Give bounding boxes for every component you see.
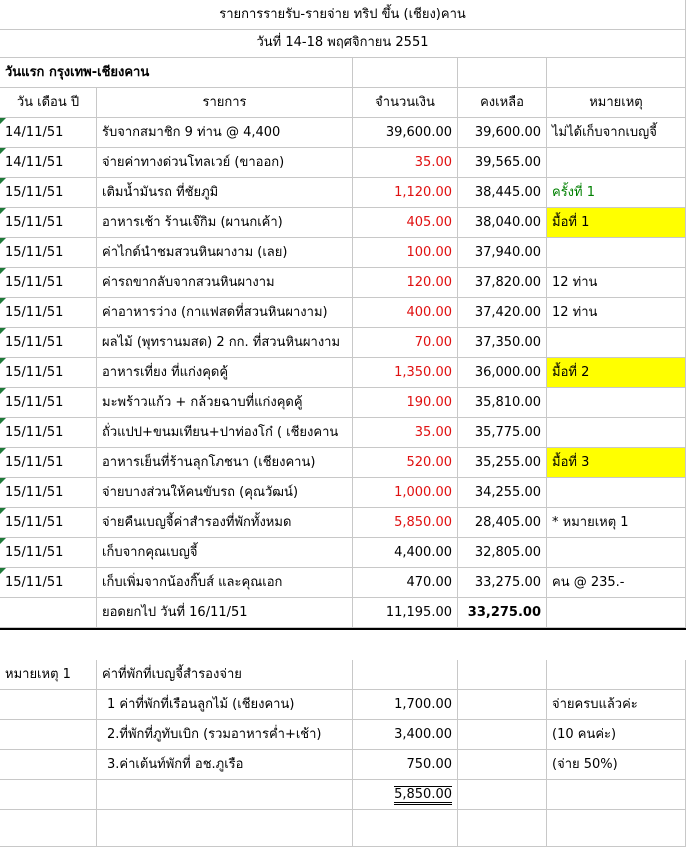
balance-cell-text: 32,805.00: [474, 545, 541, 560]
empty-cell[interactable]: [547, 810, 686, 847]
note-heading: ค่าที่พักที่เบญจี้สำรองจ่าย: [102, 667, 242, 682]
note-cell-text: มื้อที่ 2: [552, 365, 590, 380]
empty-cell[interactable]: [0, 750, 97, 780]
item-cell[interactable]: [97, 388, 353, 418]
item-cell[interactable]: [97, 418, 353, 448]
table-row: [0, 478, 686, 508]
date-cell-text: 15/11/51: [5, 515, 64, 530]
note-cell[interactable]: [547, 448, 686, 478]
item-cell[interactable]: [97, 208, 353, 238]
amount-cell[interactable]: [353, 178, 458, 208]
empty-cell[interactable]: [458, 810, 547, 847]
note-cell-text: มื้อที่ 1: [552, 215, 590, 230]
balance-cell-text: 38,445.00: [474, 185, 541, 200]
note-amount-cell[interactable]: [353, 750, 458, 780]
header-balance[interactable]: คงเหลือ: [458, 88, 547, 118]
date-cell[interactable]: [0, 508, 97, 538]
amount-cell[interactable]: [353, 538, 458, 568]
amount-cell[interactable]: [353, 388, 458, 418]
table-row: [0, 208, 686, 238]
carry-forward-amount: 11,195.00: [385, 605, 452, 620]
item-cell[interactable]: [97, 238, 353, 268]
cell-comment-marker: [0, 328, 6, 334]
balance-cell-text: 39,565.00: [474, 155, 541, 170]
amount-cell-text: 35.00: [414, 425, 452, 440]
date-cell[interactable]: [0, 328, 97, 358]
carry-forward-label-cell[interactable]: [97, 598, 353, 628]
date-cell-text: 15/11/51: [5, 575, 64, 590]
table-row: [0, 568, 686, 598]
empty-cell[interactable]: [97, 810, 353, 847]
note-item-cell-text: 3.ค่าเต้นท์พักที่ อช.ภูเรือ: [107, 757, 244, 772]
date-cell[interactable]: [0, 418, 97, 448]
balance-cell[interactable]: [458, 208, 547, 238]
balance-cell[interactable]: [458, 448, 547, 478]
empty-cell[interactable]: [0, 720, 97, 750]
cell-comment-marker: [0, 208, 6, 214]
balance-cell[interactable]: [458, 538, 547, 568]
table-row: [0, 298, 686, 328]
amount-cell[interactable]: [353, 298, 458, 328]
note-item-cell[interactable]: [97, 690, 353, 720]
note-cell-text: ครั้งที่ 1: [552, 185, 595, 200]
item-cell[interactable]: [97, 448, 353, 478]
note-cell[interactable]: [547, 358, 686, 388]
note-cell[interactable]: [547, 178, 686, 208]
note-remark-cell-text: (10 คนค่ะ): [552, 727, 617, 742]
note-amount-cell-text: 750.00: [406, 757, 452, 772]
date-cell[interactable]: [0, 358, 97, 388]
item-cell-text: มะพร้าวแก้ว + กล้วยฉาบที่แก่งคุดคู้: [102, 395, 303, 410]
amount-cell-text: 1,000.00: [394, 485, 452, 500]
carry-forward-amount-cell[interactable]: [353, 598, 458, 628]
cell-comment-marker: [0, 178, 6, 184]
note-cell[interactable]: [547, 568, 686, 598]
amount-cell[interactable]: [353, 268, 458, 298]
balance-cell-text: 37,940.00: [474, 245, 541, 260]
date-cell-text: 15/11/51: [5, 215, 64, 230]
amount-cell[interactable]: [353, 418, 458, 448]
empty-cell[interactable]: [458, 750, 547, 780]
date-range-cell[interactable]: [0, 28, 686, 58]
note-remark-cell-text: จ่ายครบแล้วค่ะ: [552, 697, 638, 712]
balance-cell[interactable]: [458, 298, 547, 328]
note-cell[interactable]: [547, 328, 686, 358]
amount-cell[interactable]: [353, 238, 458, 268]
amount-cell-text: 190.00: [406, 395, 452, 410]
empty-cell[interactable]: [547, 598, 686, 628]
empty-cell[interactable]: [353, 810, 458, 847]
date-cell[interactable]: [0, 478, 97, 508]
empty-cell[interactable]: [353, 58, 458, 88]
cell-comment-marker: [0, 448, 6, 454]
balance-cell[interactable]: [458, 238, 547, 268]
amount-cell-text: 100.00: [406, 245, 452, 260]
table-row: [0, 118, 686, 148]
date-cell[interactable]: [0, 298, 97, 328]
item-cell-text: อาหารเช้า ร้านเจ๊กิม (ผานกเค้า): [102, 215, 283, 230]
item-cell[interactable]: [97, 568, 353, 598]
item-cell[interactable]: [97, 148, 353, 178]
amount-cell-text: 1,350.00: [394, 365, 452, 380]
cell-comment-marker: [0, 508, 6, 514]
date-cell[interactable]: [0, 388, 97, 418]
amount-cell-text: 39,600.00: [385, 125, 452, 140]
empty-cell[interactable]: [458, 660, 547, 690]
balance-cell-text: 35,775.00: [474, 425, 541, 440]
note-cell[interactable]: [547, 388, 686, 418]
amount-cell[interactable]: [353, 508, 458, 538]
empty-cell[interactable]: [0, 598, 97, 628]
note-cell[interactable]: [547, 508, 686, 538]
item-cell-text: อาหารเย็นที่ร้านลุกโภชนา (เชียงคาน): [102, 455, 316, 470]
balance-cell[interactable]: [458, 388, 547, 418]
table-row: [0, 328, 686, 358]
empty-cell[interactable]: [547, 660, 686, 690]
amount-cell-text: 120.00: [406, 275, 452, 290]
balance-cell-text: 37,820.00: [474, 275, 541, 290]
date-range: วันที่ 14-18 พฤศจิกายน 2551: [256, 35, 429, 50]
amount-cell[interactable]: [353, 478, 458, 508]
note-cell-text: 12 ท่าน: [552, 275, 598, 290]
header-note[interactable]: หมายเหตุ: [547, 88, 686, 118]
cell-comment-marker: [0, 298, 6, 304]
balance-cell-text: 35,810.00: [474, 395, 541, 410]
balance-cell[interactable]: [458, 568, 547, 598]
note-cell-text: ไม่ได้เก็บจากเบญจี้: [552, 125, 657, 140]
cell-comment-marker: [0, 238, 6, 244]
sheet-title-cell[interactable]: [0, 0, 686, 30]
note-item-cell[interactable]: [97, 720, 353, 750]
item-cell[interactable]: [97, 268, 353, 298]
date-cell[interactable]: [0, 178, 97, 208]
item-cell-text: จ่ายบางส่วนให้คนขับรถ (คุณวัฒน์): [102, 485, 299, 500]
item-cell-text: ค่ารถขากลับจากสวนหินผางาม: [102, 275, 275, 290]
date-cell-text: 15/11/51: [5, 275, 64, 290]
amount-cell[interactable]: [353, 448, 458, 478]
item-cell-text: รับจากสมาชิก 9 ท่าน @ 4,400: [102, 125, 281, 140]
table-row: [0, 418, 686, 448]
item-cell-text: จ่ายคืนเบญจี้ค่าสำรองที่พักทั้งหมด: [102, 515, 292, 530]
empty-cell[interactable]: [458, 690, 547, 720]
date-cell[interactable]: [0, 148, 97, 178]
amount-cell[interactable]: [353, 148, 458, 178]
amount-cell[interactable]: [353, 358, 458, 388]
table-row: [0, 538, 686, 568]
empty-cell[interactable]: [97, 780, 353, 810]
date-cell-text: 15/11/51: [5, 185, 64, 200]
date-cell-text: 14/11/51: [5, 125, 64, 140]
balance-cell-text: 37,350.00: [474, 335, 541, 350]
date-cell-text: 15/11/51: [5, 335, 64, 350]
amount-cell[interactable]: [353, 568, 458, 598]
date-cell[interactable]: [0, 538, 97, 568]
carry-forward-balance: 33,275.00: [467, 605, 541, 620]
sheet-title: รายการรายรับ-รายจ่าย ทริป ขึ้น (เชียง)คาน: [219, 7, 466, 22]
amount-cell[interactable]: [353, 118, 458, 148]
note-cell-text: มื้อที่ 3: [552, 455, 590, 470]
note-total: 5,850.00: [394, 786, 452, 805]
balance-cell[interactable]: [458, 418, 547, 448]
note-item-cell[interactable]: [97, 750, 353, 780]
date-cell-text: 14/11/51: [5, 155, 64, 170]
note-remark-cell-text: (จ่าย 50%): [552, 757, 618, 772]
cell-comment-marker: [0, 568, 6, 574]
amount-cell-text: 1,120.00: [394, 185, 452, 200]
empty-cell[interactable]: [458, 58, 547, 88]
note-cell[interactable]: [547, 478, 686, 508]
table-row: [0, 178, 686, 208]
carry-forward-label: ยอดยกไป วันที่ 16/11/51: [102, 605, 248, 620]
date-cell-text: 15/11/51: [5, 305, 64, 320]
balance-cell[interactable]: [458, 148, 547, 178]
note-cell[interactable]: [547, 418, 686, 448]
note-cell[interactable]: [547, 118, 686, 148]
date-cell[interactable]: [0, 208, 97, 238]
note-row: [0, 750, 686, 780]
item-cell-text: อาหารเที่ยง ที่แก่งคุดคู้: [102, 365, 229, 380]
item-cell[interactable]: [97, 328, 353, 358]
date-cell-text: 15/11/51: [5, 395, 64, 410]
amount-cell-text: 35.00: [414, 155, 452, 170]
note-cell[interactable]: [547, 268, 686, 298]
note-amount-cell[interactable]: [353, 720, 458, 750]
balance-cell-text: 33,275.00: [474, 575, 541, 590]
note-amount-cell-text: 3,400.00: [394, 727, 452, 742]
amount-cell-text: 470.00: [406, 575, 452, 590]
amount-cell[interactable]: [353, 208, 458, 238]
balance-cell[interactable]: [458, 268, 547, 298]
note-cell-text: คน @ 235.-: [552, 575, 625, 590]
note-cell[interactable]: [547, 238, 686, 268]
balance-cell[interactable]: [458, 178, 547, 208]
item-cell-text: เก็บจากคุณเบญจี้: [102, 545, 198, 560]
date-cell-text: 15/11/51: [5, 455, 64, 470]
note-remark-cell[interactable]: [547, 750, 686, 780]
date-cell-text: 15/11/51: [5, 365, 64, 380]
header-date[interactable]: วัน เดือน ปี: [0, 88, 97, 118]
amount-cell[interactable]: [353, 328, 458, 358]
empty-cell[interactable]: [458, 720, 547, 750]
note-cell-text: * หมายเหตุ 1: [552, 515, 629, 530]
date-cell[interactable]: [0, 268, 97, 298]
note-row: [0, 690, 686, 720]
balance-cell[interactable]: [458, 328, 547, 358]
note-remark-cell[interactable]: [547, 720, 686, 750]
day-heading-cell[interactable]: [0, 58, 353, 88]
balance-cell-text: 39,600.00: [474, 125, 541, 140]
note-remark-cell[interactable]: [547, 690, 686, 720]
balance-cell-text: 28,405.00: [474, 515, 541, 530]
note-heading-cell[interactable]: [97, 660, 353, 690]
day-heading: วันแรก กรุงเทพ-เชียงคาน: [5, 65, 150, 80]
table-row: [0, 358, 686, 388]
cell-comment-marker: [0, 388, 6, 394]
cell-comment-marker: [0, 358, 6, 364]
table-row: [0, 148, 686, 178]
empty-cell[interactable]: [353, 660, 458, 690]
cell-comment-marker: [0, 148, 6, 154]
item-cell-text: ค่าอาหารว่าง (กาแฟสดที่สวนหินผางาม): [102, 305, 328, 320]
item-cell-text: ผลไม้ (พุทรานมสด) 2 กก. ที่สวนหินผางาม: [102, 335, 341, 350]
item-cell-text: ถั่วแปป+ขนมเทียน+ปาท่องโก๋ ( เชียงคาน: [102, 425, 339, 440]
note-cell-text: 12 ท่าน: [552, 305, 598, 320]
date-cell-text: 15/11/51: [5, 245, 64, 260]
balance-cell[interactable]: [458, 508, 547, 538]
empty-cell[interactable]: [0, 810, 97, 847]
note-item-cell-text: 2.ที่พักที่ภูทับเบิก (รวมอาหารค่ำ+เช้า): [107, 727, 322, 742]
date-cell[interactable]: [0, 118, 97, 148]
cell-comment-marker: [0, 268, 6, 274]
note-total-cell[interactable]: [353, 780, 458, 810]
balance-cell[interactable]: [458, 118, 547, 148]
cell-comment-marker: [0, 538, 6, 544]
item-cell[interactable]: [97, 478, 353, 508]
item-cell-text: เก็บเพิ่มจากน้องกิ๊บส์ และคุณเอก: [102, 575, 283, 590]
balance-cell-text: 34,255.00: [474, 485, 541, 500]
cell-comment-marker: [0, 418, 6, 424]
balance-cell[interactable]: [458, 478, 547, 508]
item-cell[interactable]: [97, 178, 353, 208]
item-cell[interactable]: [97, 538, 353, 568]
item-cell[interactable]: [97, 508, 353, 538]
amount-cell-text: 520.00: [406, 455, 452, 470]
note-cell[interactable]: [547, 298, 686, 328]
carry-forward-balance-cell[interactable]: [458, 598, 547, 628]
note-amount-cell-text: 1,700.00: [394, 697, 452, 712]
note-cell[interactable]: [547, 538, 686, 568]
date-cell[interactable]: [0, 568, 97, 598]
balance-cell-text: 36,000.00: [474, 365, 541, 380]
amount-cell-text: 400.00: [406, 305, 452, 320]
item-cell[interactable]: [97, 298, 353, 328]
amount-cell-text: 4,400.00: [394, 545, 452, 560]
date-cell-text: 15/11/51: [5, 485, 64, 500]
cell-comment-marker: [0, 478, 6, 484]
item-cell-text: ค่าไกด์นำชมสวนหินผางาม (เลย): [102, 245, 288, 260]
table-row: [0, 448, 686, 478]
table-row: [0, 388, 686, 418]
table-row: [0, 238, 686, 268]
amount-cell-text: 70.00: [414, 335, 452, 350]
note-cell[interactable]: [547, 208, 686, 238]
note-label-cell[interactable]: [0, 660, 97, 690]
amount-cell-text: 5,850.00: [394, 515, 452, 530]
balance-cell-text: 38,040.00: [474, 215, 541, 230]
date-cell[interactable]: [0, 448, 97, 478]
table-row: [0, 508, 686, 538]
balance-cell-text: 35,255.00: [474, 455, 541, 470]
empty-cell[interactable]: [0, 780, 97, 810]
balance-cell-text: 37,420.00: [474, 305, 541, 320]
note-label: หมายเหตุ 1: [5, 667, 71, 682]
date-cell-text: 15/11/51: [5, 425, 64, 440]
cell-comment-marker: [0, 118, 6, 124]
header-item[interactable]: รายการ: [97, 88, 353, 118]
date-cell-text: 15/11/51: [5, 545, 64, 560]
header-amount[interactable]: จำนวนเงิน: [353, 88, 458, 118]
empty-cell[interactable]: [0, 690, 97, 720]
empty-cell[interactable]: [547, 58, 686, 88]
item-cell[interactable]: [97, 358, 353, 388]
date-cell[interactable]: [0, 238, 97, 268]
empty-cell[interactable]: [458, 780, 547, 810]
empty-cell[interactable]: [547, 780, 686, 810]
item-cell-text: เติมน้ำมันรถ ที่ชัยภูมิ: [102, 185, 219, 200]
table-row: [0, 268, 686, 298]
amount-cell-text: 405.00: [406, 215, 452, 230]
note-cell[interactable]: [547, 148, 686, 178]
balance-cell[interactable]: [458, 358, 547, 388]
item-cell[interactable]: [97, 118, 353, 148]
note-item-cell-text: 1 ค่าที่พักที่เรือนลูกไม้ (เชียงคาน): [107, 697, 295, 712]
note-row: [0, 720, 686, 750]
note-amount-cell[interactable]: [353, 690, 458, 720]
item-cell-text: จ่ายค่าทางด่วนโทลเวย์ (ขาออก): [102, 155, 285, 170]
